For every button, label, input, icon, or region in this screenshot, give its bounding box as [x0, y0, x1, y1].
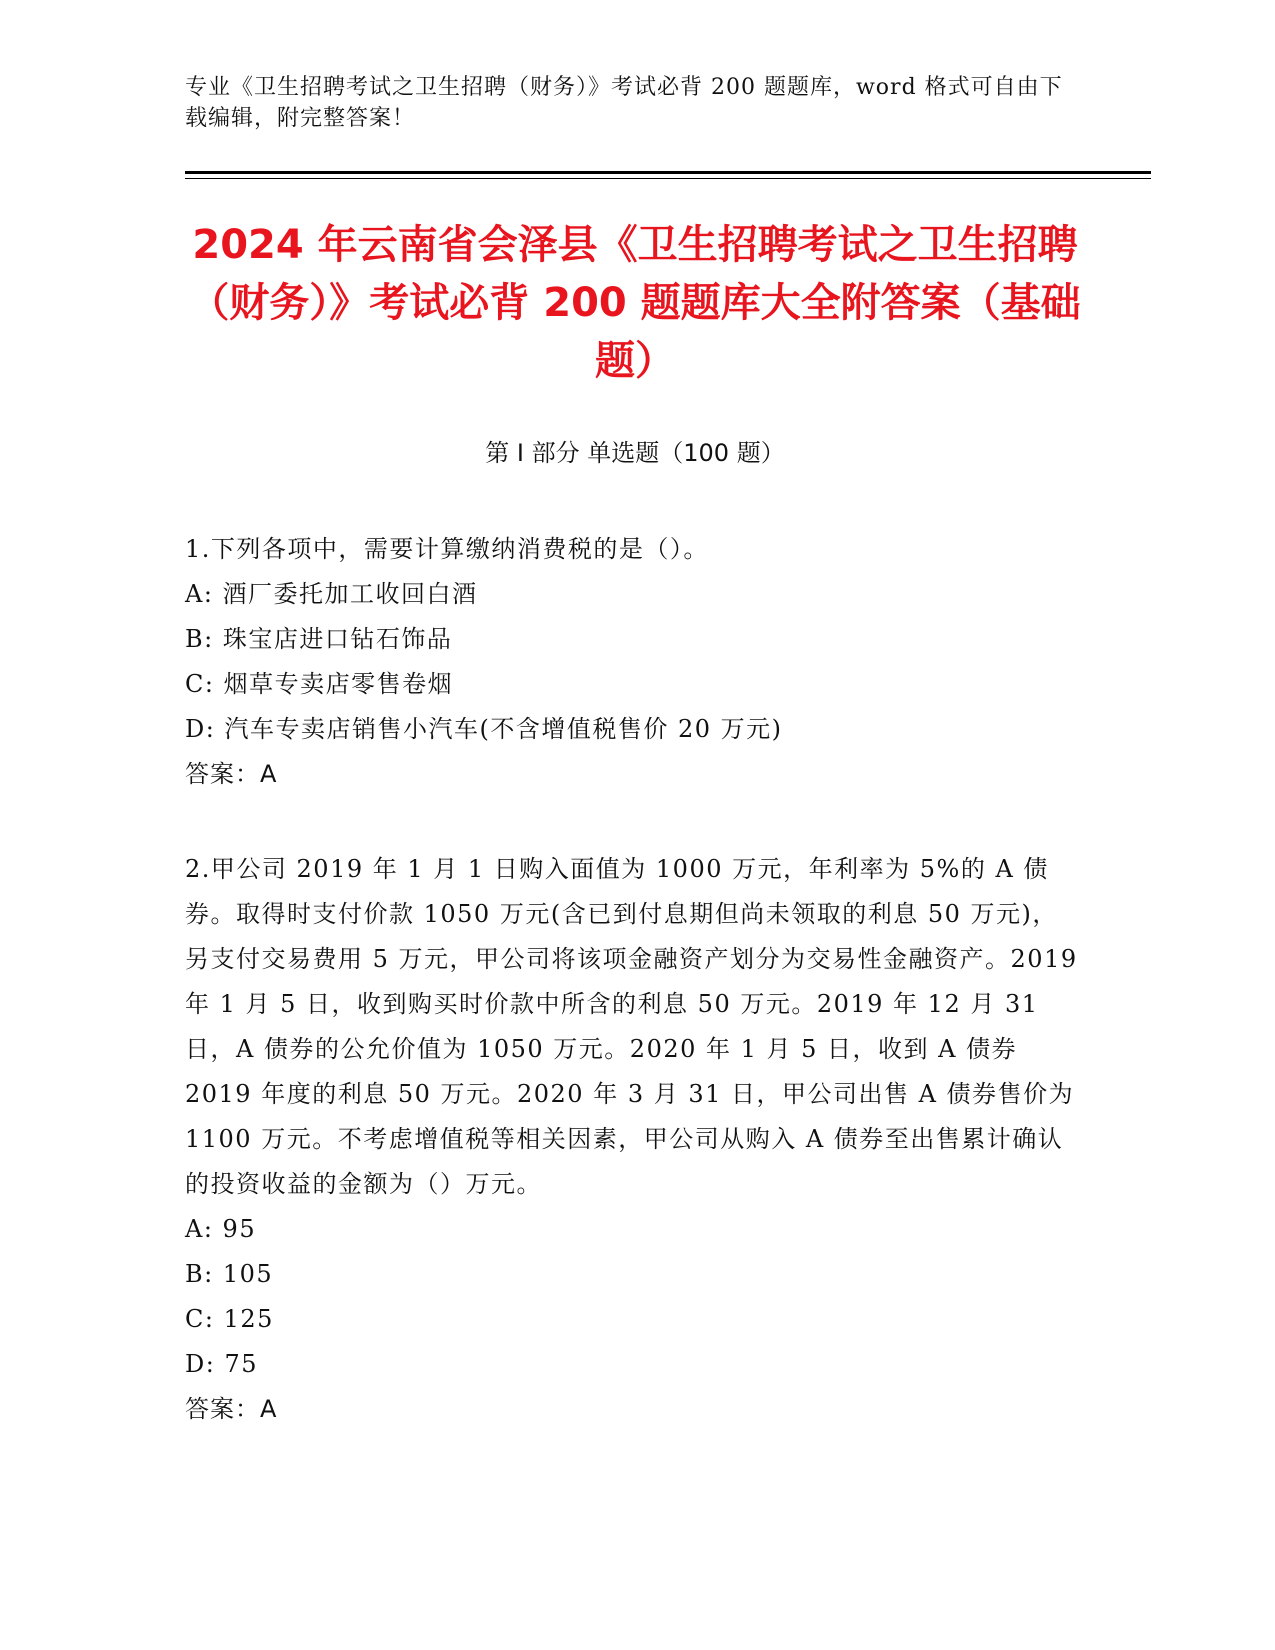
option-a: A: 95 — [185, 1215, 257, 1243]
question-block — [185, 527, 1080, 797]
answer-line: 答案：A — [185, 760, 278, 788]
answer-line: 答案：A — [185, 1395, 278, 1423]
header-note: 专业《卫生招聘考试之卫生招聘（财务）》考试必背 200 题题库，word 格式可自由下载编辑，附完整答案！ — [185, 75, 1063, 131]
document-title: 2024 年云南省会泽县《卫生招聘考试之卫生招聘（财务）》考试必背 200 题题库大全附答案（基础题） — [189, 222, 1081, 384]
option-a: A: 酒厂委托加工收回白酒 — [185, 580, 478, 608]
option-b: B: 105 — [185, 1260, 274, 1288]
option-d: D: 汽车专卖店销售小汽车(不含增值税售价 20 万元) — [185, 715, 783, 743]
option-c: C: 125 — [185, 1305, 274, 1333]
header-divider-thin — [185, 178, 1151, 179]
section-title: 第 I 部分 单选题（100 题） — [485, 439, 785, 467]
option-c: C: 烟草专卖店零售卷烟 — [185, 670, 454, 698]
option-b: B: 珠宝店进口钻石饰品 — [185, 625, 453, 653]
header-divider-thick — [185, 171, 1151, 174]
question-stem: 2.甲公司 2019 年 1 月 1 日购入面值为 1000 万元，年利率为 5%的 A 债券。取得时支付价款 1050 万元(含已到付息期但尚未领取的利息 50 万元)，另支付交易费用 5 万元，甲公司将该项金融资产划分为交易性金融资产。2019 年 1 月 5 日，收到购买时价款中所含的利息 50 万元。2019 年 12 月 31 日，A 债券的公允价值为 1050 万元。2020 年 1 月 5 日，收到 A 债券 2019 年度的利息 50 万元。2020 年 3 月 31 日，甲公司出售 A 债券售价为 1100 万元。不考虑增值税等相关因素，甲公司从购入 A 债券至出售累计确认的投资收益的金额为（）万元。 — [185, 855, 1078, 1198]
question-block — [185, 847, 1080, 1432]
question-stem: 1.下列各项中，需要计算缴纳消费税的是（）。 — [185, 535, 709, 563]
option-d: D: 75 — [185, 1350, 258, 1378]
